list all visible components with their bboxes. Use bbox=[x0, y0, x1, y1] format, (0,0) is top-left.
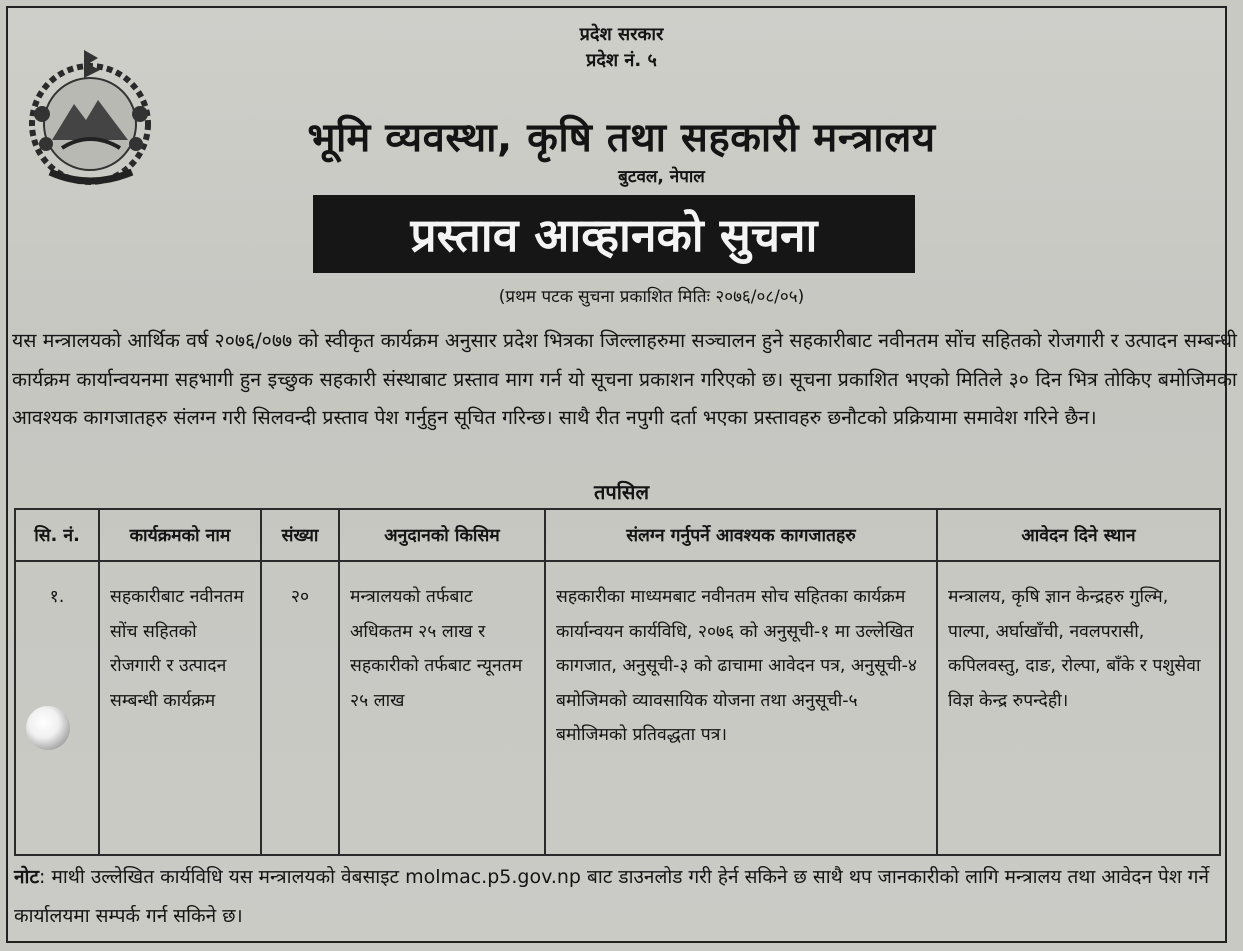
cell-sn: १. bbox=[15, 561, 99, 855]
cell-grant: मन्त्रालयको तर्फबाट अधिकतम २५ लाख र सहकारीको तर्फबाट न्यूनतम २५ लाख bbox=[339, 561, 545, 855]
footer-note bbox=[14, 858, 1224, 936]
ministry-title: भूमि व्यवस्था, कृषि तथा सहकारी मन्त्रालय bbox=[307, 115, 936, 161]
notice-title: प्रस्ताव आव्हानको सुचना bbox=[313, 195, 915, 273]
cell-place: मन्त्रालय, कृषि ज्ञान केन्द्रहरु गुल्मि, पाल्पा, अर्घाखाँची, नवलपरासी, कपिलवस्तु, दाङ, रोल्पा, बाँके र पशुसेवा विज्ञ केन्द्र रुपन्देही। bbox=[937, 561, 1220, 855]
publish-date: (प्रथम पटक सुचना प्रकाशित मितिः २०७६/०८/०५) bbox=[498, 287, 805, 307]
header-program: कार्यक्रमको नाम bbox=[99, 509, 261, 561]
header-place: आवेदन दिने स्थान bbox=[937, 509, 1220, 561]
schedule-heading: तपसिल bbox=[593, 480, 650, 504]
schedule-table bbox=[14, 508, 1221, 856]
cell-docs: सहकारीका माध्यमबाट नवीनतम सोच सहितका कार्यक्रम कार्यान्वयन कार्यविधि, २०७६ को अनुसूची-१ मा उल्लेखित कागजात, अनुसूची-३ को ढाचामा आवेदन पत्र, अनुसूची-४ बमोजिमको व्यावसायिक योजना तथा अनुसूची-५ बमोजिमको प्रतिवद्धता पत्र। bbox=[545, 561, 937, 855]
province-label: प्रदेश नं. ५ bbox=[586, 50, 657, 71]
cell-program: सहकारीबाट नवीनतम सोंच सहितको रोजगारी र उत्पादन सम्बन्धी कार्यक्रम bbox=[99, 561, 261, 855]
note-label: नोट bbox=[14, 866, 40, 888]
header-count: संख्या bbox=[261, 509, 339, 561]
table-row bbox=[15, 561, 1220, 855]
table-header-row bbox=[15, 509, 1220, 561]
header-docs: संलग्न गर्नुपर्ने आवश्यक कागजातहरु bbox=[545, 509, 937, 561]
cell-count: २० bbox=[261, 561, 339, 855]
header-sn: सि. नं. bbox=[15, 509, 99, 561]
header-grant: अनुदानको किसिम bbox=[339, 509, 545, 561]
scan-artifact bbox=[26, 706, 70, 750]
notice-body: यस मन्त्रालयको आर्थिक वर्ष २०७६/०७७ को स्वीकृत कार्यक्रम अनुसार प्रदेश भित्रका जिल्लाहरुमा सञ्चालन हुने सहकारीबाट नवीनतम सोंच सहितको रोजगारी र उत्पादन सम्बन्धी कार्यक्रम कार्यान्वयनमा सहभागी हुन इच्छुक सहकारी संस्थाबाट प्रस्ताव माग गर्न यो सूचना प्रकाशन गरिएको छ। सूचना प्रकाशित भएको मितिले ३० दिन भित्र तोकिए बमोजिमका आवश्यक कागजातहरु संलग्न गरी सिलवन्दी प्रस्ताव पेश गर्नुहुन सूचित गरिन्छ। साथै रीत नपुगी दर्ता भएका प्रस्तावहरु छनौटको प्रक्रियामा समावेश गरिने छैन। bbox=[12, 329, 1237, 429]
note-text: : माथी उल्लेखित कार्यविधि यस मन्त्रालयको वेबसाइट molmac.p5.gov.np बाट डाउनलोड गरी हेर्न सकिने छ साथै थप जानकारीको लागि मन्त्रालय तथा आवेदन पेश गर्ने कार्यालयमा सम्पर्क गर्न सकिने छ। bbox=[14, 866, 1210, 927]
government-label: प्रदेश सरकार bbox=[579, 24, 664, 45]
location-label: बुटवल, नेपाल bbox=[618, 167, 705, 187]
